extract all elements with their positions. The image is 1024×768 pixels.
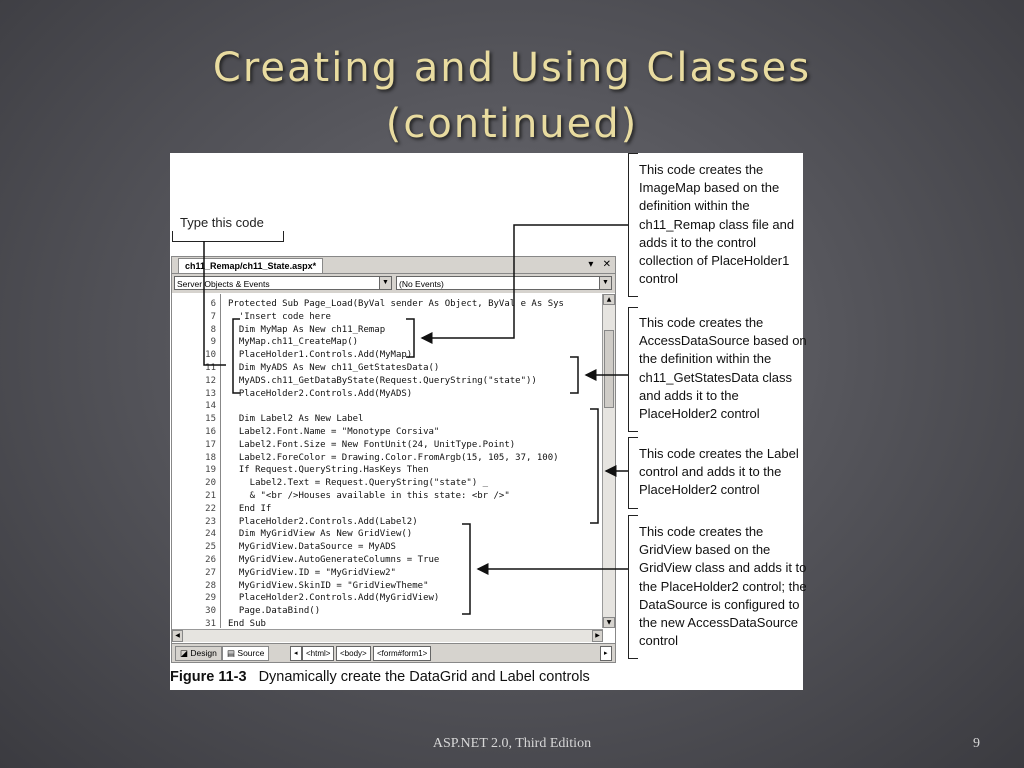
line-number: 31 — [205, 619, 216, 628]
line-number: 10 — [205, 350, 216, 361]
line-number: 11 — [205, 363, 216, 373]
design-icon: ◪ — [180, 648, 191, 658]
figure-caption — [170, 669, 590, 685]
code-bracket-2 — [570, 357, 578, 393]
line-number: 13 — [205, 388, 216, 399]
annotation-label-control: This code creates the Label control and adds it to the PlaceHolder2 control — [639, 446, 799, 498]
code-text: 'Insert code here — [228, 311, 331, 322]
code-text: Protected Sub Page_Load(ByVal sender As Object, ByVal e As Sys — [228, 299, 564, 309]
code-text: Label2.Font.Name = "Monotype Corsiva" — [228, 427, 440, 437]
code-text: MyGridView.AutoGenerateColumns = True — [228, 555, 440, 565]
objects-combo-value: Server Objects & Events — [177, 279, 270, 289]
footer-title: ASP.NET 2.0, Third Edition — [432, 736, 592, 751]
source-icon: ▤ — [227, 648, 238, 658]
slide-title-line2: (continued) — [385, 101, 639, 147]
document-tab[interactable]: ch11_Remap/ch11_State.aspx* — [178, 258, 323, 273]
code-text: MyGridView.ID = "MyGridView2" — [228, 567, 396, 578]
crumb-form[interactable]: <form#form1> — [373, 646, 431, 661]
annotation-imagemap: This code creates the ImageMap based on the definition within the ch11_Remap class file and adds it to the control collection of PlaceHolder1 control — [639, 162, 795, 287]
code-bracket-left — [233, 319, 240, 393]
code-bracket-3 — [590, 409, 598, 523]
caption-text: Dynamically create the DataGrid and Label controls — [258, 669, 590, 685]
line-number: 29 — [205, 593, 216, 604]
line-number: 6 — [210, 299, 216, 309]
line-number: 28 — [205, 580, 216, 591]
code-text: If Request.QueryString.HasKeys Then — [228, 465, 429, 476]
code-text: Dim MyMap As New ch11_Remap — [228, 324, 386, 335]
line-number: 12 — [205, 375, 216, 386]
callout-lines — [170, 153, 803, 690]
type-this-code-label: Type this code — [180, 215, 264, 230]
slide-title — [0, 40, 1024, 152]
code-text: End Sub — [228, 619, 266, 628]
line-number: 14 — [205, 401, 216, 412]
annotation-gridview: This code creates the GridView based on the GridView class and adds it to the PlaceHolder2 control; the DataSource is configured to the new AccessDataSource control — [639, 524, 807, 649]
chevron-down-icon[interactable]: ▼ — [379, 277, 391, 289]
code-text: Label2.ForeColor = Drawing.Color.FromArgb(15, 105, 37, 100) — [228, 452, 559, 463]
arrow-1 — [422, 225, 628, 338]
code-bracket-4 — [462, 524, 470, 614]
code-text: & "<br />Houses available in this state: <br />" — [228, 491, 510, 501]
crumb-forward-icon[interactable]: ▸ — [600, 646, 612, 661]
line-number: 25 — [205, 542, 216, 553]
line-number: 30 — [205, 606, 216, 617]
line-number: 20 — [205, 478, 216, 489]
line-number: 23 — [205, 516, 216, 527]
events-combo-value: (No Events) — [399, 279, 444, 289]
line-number: 9 — [210, 337, 216, 348]
code-text: Dim MyGridView As New GridView() — [228, 529, 413, 540]
line-number: 15 — [205, 414, 216, 425]
scroll-left-icon[interactable]: ◀ — [172, 630, 183, 642]
pin-dropdown-icon[interactable]: ▾ — [588, 259, 594, 270]
crumb-body[interactable]: <body> — [336, 646, 371, 661]
code-text: MyMap.ch11_CreateMap() — [228, 337, 359, 348]
code-bracket-1 — [406, 319, 414, 357]
code-text: PlaceHolder2.Controls.Add(MyGridView) — [228, 593, 440, 604]
type-code-connector — [204, 241, 226, 365]
line-number: 16 — [205, 427, 216, 437]
code-text: MyGridView.DataSource = MyADS — [228, 542, 396, 553]
code-text: End If — [228, 503, 272, 514]
code-text: Dim Label2 As New Label — [228, 414, 364, 425]
line-number: 17 — [205, 439, 216, 450]
code-text: Label2.Font.Size = New FontUnit(24, UnitType.Point) — [228, 439, 516, 450]
line-number: 21 — [205, 491, 216, 501]
code-text: Page.DataBind() — [228, 606, 321, 617]
design-view-label: Design — [190, 648, 217, 658]
code-text: Dim MyADS As New ch11_GetStatesData() — [228, 363, 440, 373]
code-text: PlaceHolder2.Controls.Add(Label2) — [228, 516, 418, 527]
caption-label: Figure 11-3 — [170, 669, 247, 685]
scroll-up-icon[interactable]: ▲ — [603, 294, 615, 305]
crumb-back-icon[interactable]: ◂ — [290, 646, 302, 661]
code-text: PlaceHolder2.Controls.Add(MyADS) — [228, 388, 413, 399]
annotation-accessdatasource: This code creates the AccessDataSource based on the definition within the ch11_GetStatesData class and adds it to the PlaceHolder2 control — [639, 315, 807, 422]
code-text: MyADS.ch11_GetDataByState(Request.QueryString("state")) — [228, 375, 537, 386]
line-number: 27 — [205, 567, 216, 578]
chevron-down-icon[interactable]: ▼ — [599, 277, 611, 289]
code-text: PlaceHolder1.Controls.Add(MyMap) — [228, 350, 413, 361]
source-view-label: Source — [237, 648, 265, 658]
code-text: Label2.Text = Request.QueryString("state") _ — [228, 478, 489, 489]
line-number: 22 — [205, 503, 216, 514]
figure — [170, 153, 807, 690]
scroll-down-icon[interactable]: ▼ — [603, 617, 615, 628]
page-number: 9 — [973, 736, 980, 751]
line-number: 7 — [210, 311, 216, 322]
crumb-html[interactable]: <html> — [302, 646, 334, 661]
scroll-right-icon[interactable]: ▶ — [592, 630, 603, 642]
code-text: MyGridView.SkinID = "GridViewTheme" — [228, 580, 429, 591]
slide-title-line1: Creating and Using Classes — [212, 45, 812, 91]
line-number: 26 — [205, 555, 216, 565]
line-number: 19 — [205, 465, 216, 476]
line-number: 18 — [205, 452, 216, 463]
line-number: 8 — [210, 324, 216, 335]
close-icon[interactable]: ✕ — [602, 259, 611, 270]
line-number: 24 — [205, 529, 216, 540]
